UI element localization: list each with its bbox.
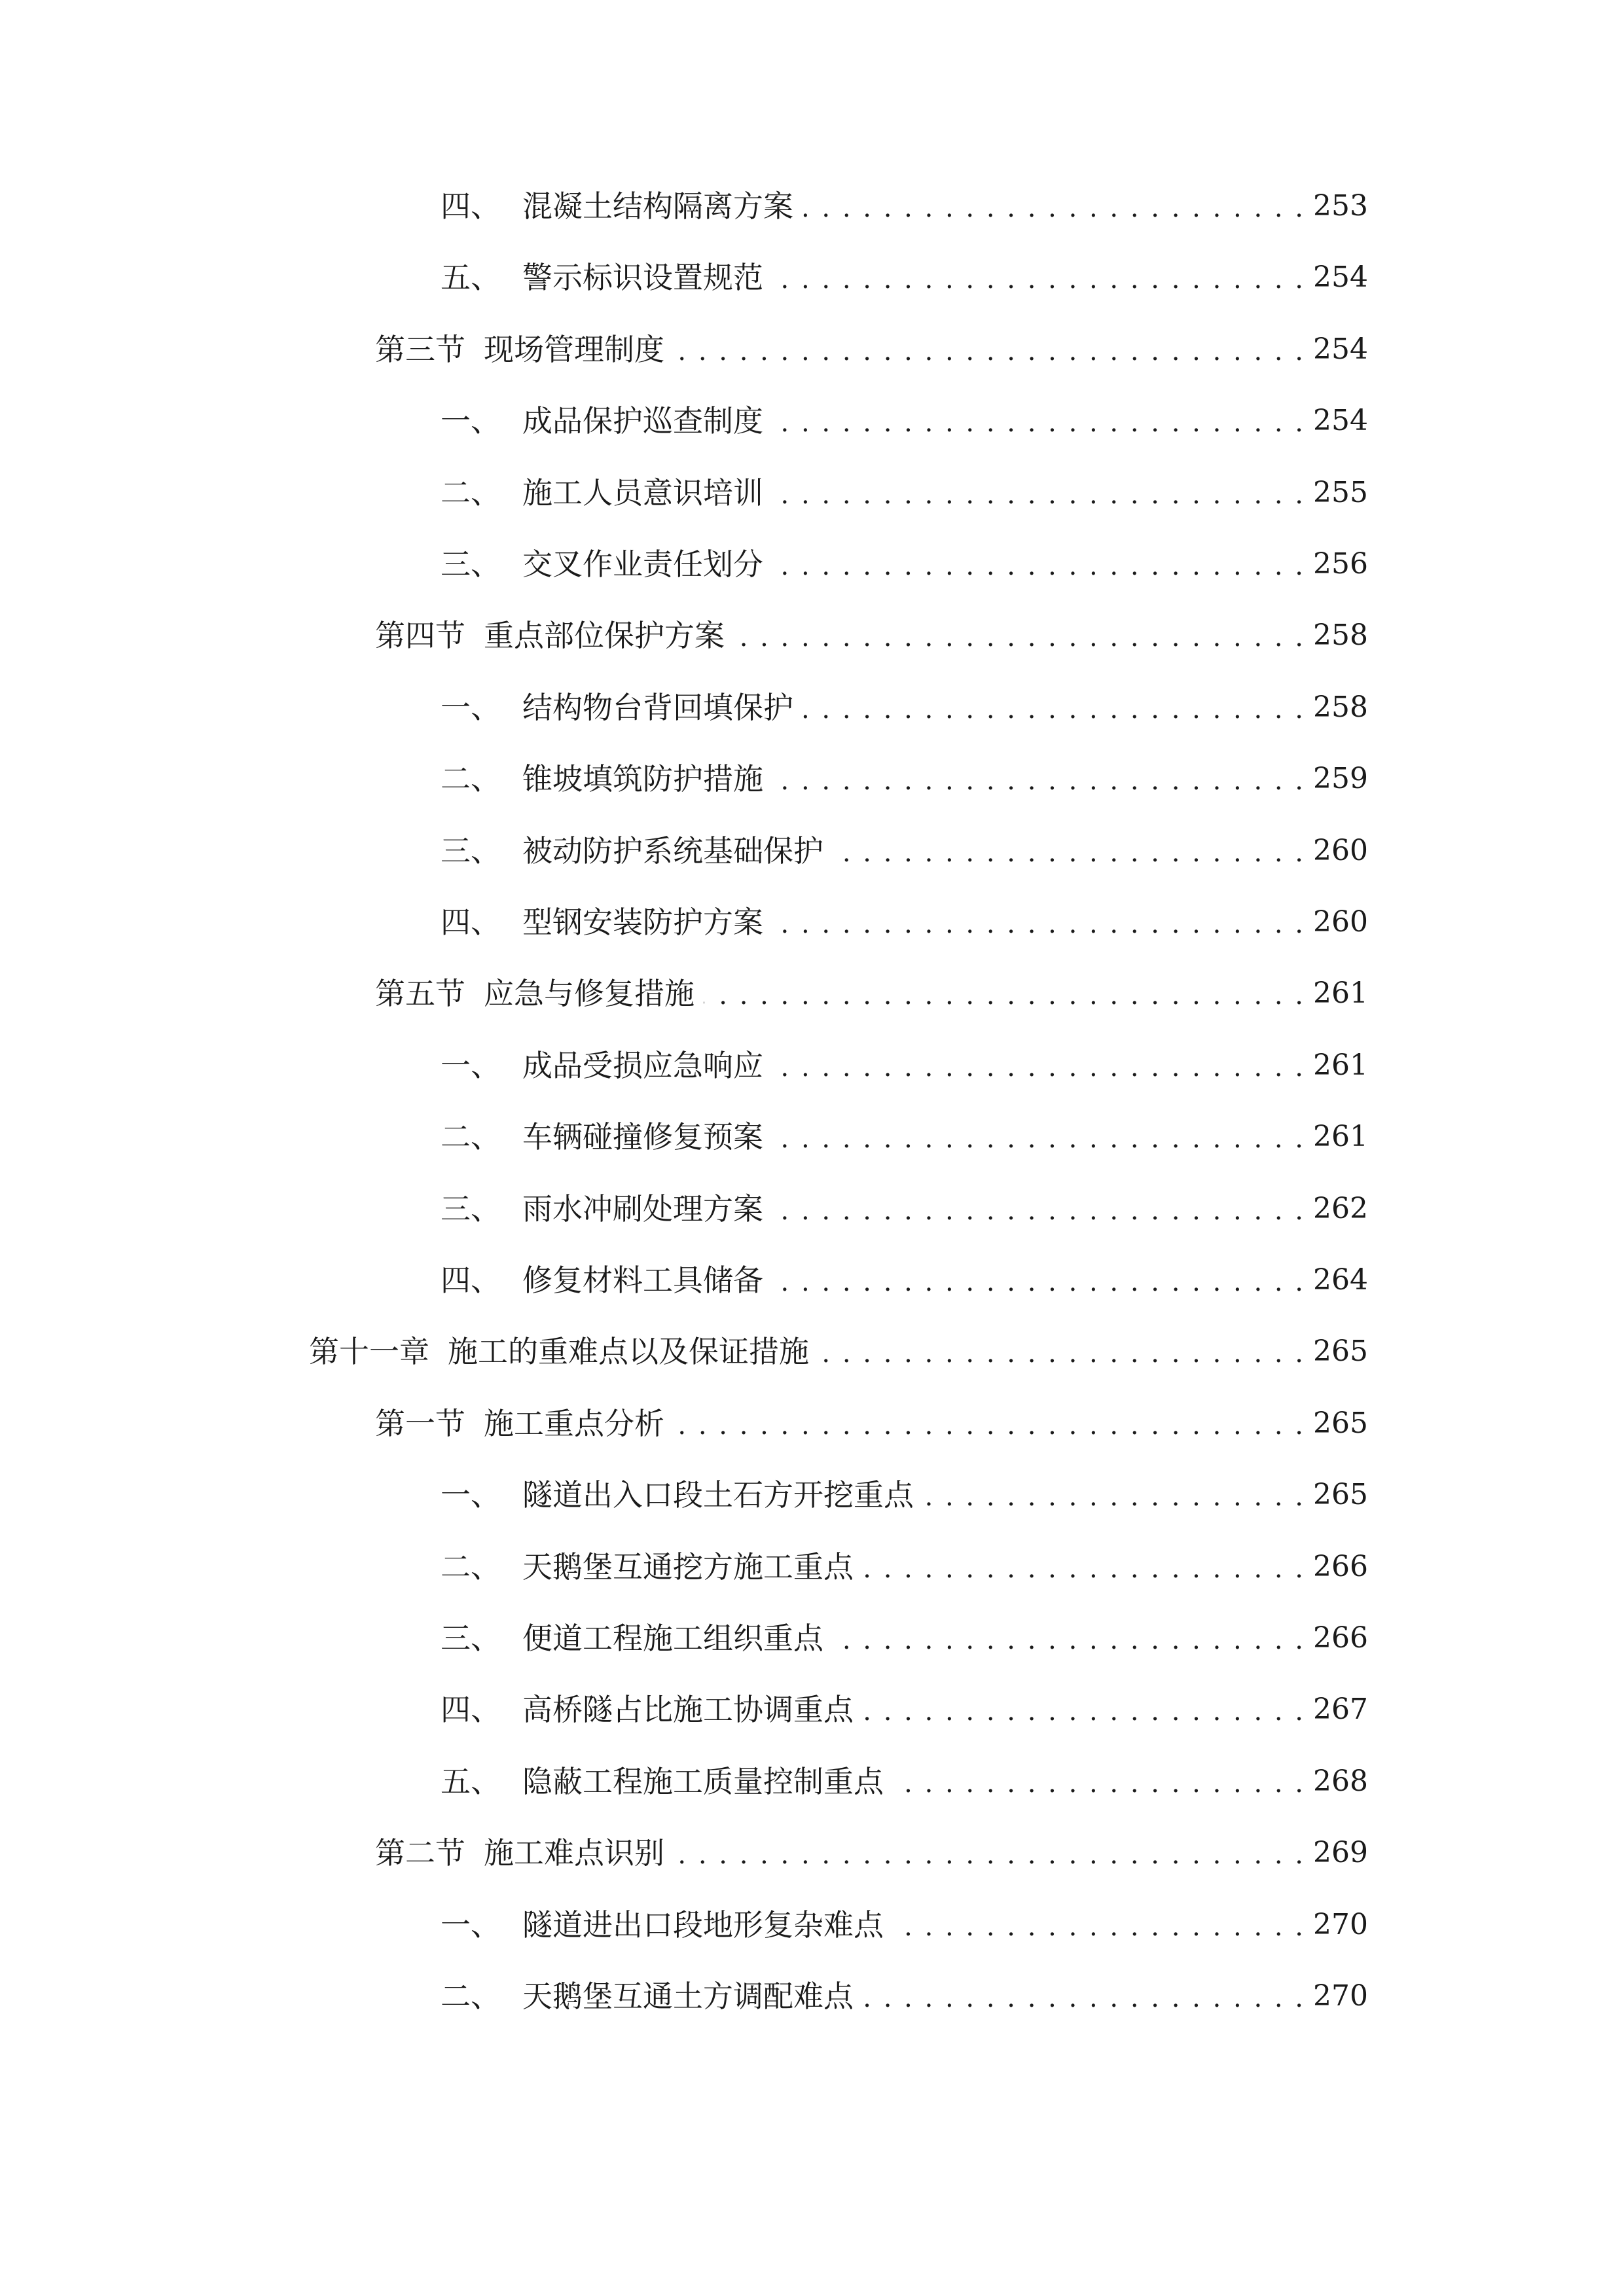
- toc-entry-title: 车辆碰撞修复预案: [522, 1119, 763, 1155]
- dot-leader: [674, 1830, 1305, 1876]
- dot-leader: [772, 756, 1305, 802]
- toc-entry-number: 第二节: [375, 1835, 465, 1871]
- toc-entry[interactable]: [441, 1759, 1368, 1804]
- toc-entry-page-number: 265: [1313, 1406, 1368, 1440]
- toc-entry-page-number: 269: [1313, 1836, 1368, 1870]
- toc-entry-number: 四、: [441, 905, 501, 940]
- toc-entry-title: 修复材料工具储备: [522, 1263, 763, 1298]
- toc-entry-number: 第十一章: [309, 1334, 429, 1370]
- toc-entry-title: 警示标识设置规范: [522, 260, 763, 296]
- toc-entry-page-number: 265: [1313, 1335, 1368, 1369]
- toc-entry-title: 隧道进出口段地形复杂难点: [522, 1907, 884, 1943]
- toc-entry-title: 施工人员意识培训: [522, 475, 763, 511]
- toc-entry-number: 三、: [441, 833, 501, 869]
- toc-entry[interactable]: [441, 1186, 1368, 1232]
- toc-entry-title: 隧道出入口段土石方开挖重点: [522, 1477, 914, 1513]
- toc-entry[interactable]: [441, 1687, 1368, 1732]
- toc-entry-page-number: 266: [1313, 1621, 1368, 1655]
- toc-entry-page-number: 270: [1313, 1979, 1368, 2013]
- dot-leader: [772, 470, 1305, 516]
- toc-entry-title: 现场管理制度: [484, 331, 664, 367]
- toc-entry-page-number: 258: [1313, 690, 1368, 724]
- dot-leader: [674, 327, 1305, 372]
- toc-entry-page-number: 259: [1313, 762, 1368, 796]
- dot-leader: [734, 613, 1305, 658]
- toc-entry-page-number: 265: [1313, 1478, 1368, 1512]
- dot-leader: [863, 1544, 1305, 1590]
- toc-entry-number: 一、: [441, 689, 501, 725]
- toc-entry-number: 三、: [441, 1621, 501, 1656]
- toc-entry-number: 二、: [441, 761, 501, 797]
- toc-entry[interactable]: [441, 1615, 1368, 1661]
- toc-entry-title: 施工重点分析: [484, 1405, 664, 1441]
- toc-entry-page-number: 254: [1313, 332, 1368, 366]
- toc-entry-number: 五、: [441, 1763, 501, 1799]
- toc-entry[interactable]: [441, 470, 1368, 516]
- toc-entry-title: 施工难点识别: [484, 1835, 664, 1871]
- toc-entry-number: 第四节: [375, 618, 465, 654]
- toc-entry-title: 成品保护巡查制度: [522, 403, 763, 439]
- toc-entry-number: 三、: [441, 547, 501, 582]
- toc-entry-page-number: 266: [1313, 1549, 1368, 1583]
- toc-entry-title: 锥坡填筑防护措施: [522, 761, 763, 797]
- toc-entry[interactable]: [441, 1257, 1368, 1303]
- toc-entry[interactable]: [441, 183, 1368, 229]
- toc-entry[interactable]: [375, 613, 1368, 658]
- toc-entry[interactable]: [441, 756, 1368, 802]
- dot-leader: [772, 255, 1305, 300]
- toc-entry[interactable]: [375, 971, 1368, 1016]
- toc-entry-number: 第一节: [375, 1405, 465, 1441]
- toc-entry-page-number: 253: [1313, 189, 1368, 223]
- toc-entry-page-number: 264: [1313, 1263, 1368, 1297]
- toc-entry-page-number: 254: [1313, 404, 1368, 438]
- toc-entry-page-number: 261: [1313, 977, 1368, 1011]
- toc-entry-title: 高桥隧占比施工协调重点: [522, 1692, 854, 1728]
- dot-leader: [704, 971, 1305, 1016]
- dot-leader: [863, 1687, 1305, 1732]
- dot-leader: [923, 1472, 1305, 1518]
- toc-entry-title: 施工的重难点以及保证措施: [448, 1334, 809, 1370]
- toc-entry-number: 二、: [441, 1979, 501, 2014]
- toc-entry-number: 四、: [441, 1263, 501, 1298]
- toc-entry-title: 被动防护系统基础保护: [522, 833, 823, 869]
- toc-entry[interactable]: [441, 1114, 1368, 1160]
- toc-entry-title: 便道工程施工组织重点: [522, 1621, 823, 1656]
- toc-entry-number: 第三节: [375, 331, 465, 367]
- toc-entry-number: 一、: [441, 1477, 501, 1513]
- toc-entry[interactable]: [441, 1973, 1368, 2019]
- toc-entry-page-number: 255: [1313, 475, 1368, 509]
- toc-entry[interactable]: [441, 1043, 1368, 1088]
- dot-leader: [818, 1329, 1305, 1374]
- toc-entry[interactable]: [309, 1329, 1368, 1374]
- dot-leader: [893, 1902, 1305, 1948]
- dot-leader: [803, 685, 1305, 730]
- toc-entry-page-number: 268: [1313, 1764, 1368, 1798]
- toc-entry-number: 四、: [441, 1692, 501, 1728]
- toc-entry-page-number: 258: [1313, 619, 1368, 653]
- toc-entry[interactable]: [441, 1472, 1368, 1518]
- dot-leader: [772, 541, 1305, 587]
- toc-entry[interactable]: [441, 541, 1368, 587]
- toc-entry[interactable]: [441, 899, 1368, 945]
- toc-entry-title: 结构物台背回填保护: [522, 689, 793, 725]
- toc-entry-number: 二、: [441, 1549, 501, 1585]
- toc-entry[interactable]: [441, 1544, 1368, 1590]
- toc-entry-page-number: 261: [1313, 1048, 1368, 1082]
- toc-entry-title: 天鹅堡互通挖方施工重点: [522, 1549, 854, 1585]
- dot-leader: [772, 899, 1305, 945]
- toc-entry[interactable]: [375, 327, 1368, 372]
- toc-entry-number: 一、: [441, 1047, 501, 1083]
- toc-entry-title: 混凝土结构隔离方案: [522, 188, 793, 224]
- toc-entry-title: 天鹅堡互通土方调配难点: [522, 1979, 854, 2014]
- toc-entry-title: 成品受损应急响应: [522, 1047, 763, 1083]
- dot-leader: [674, 1401, 1305, 1446]
- toc-entry[interactable]: [441, 828, 1368, 874]
- dot-leader: [833, 828, 1305, 874]
- toc-entry-title: 隐蔽工程施工质量控制重点: [522, 1763, 884, 1799]
- dot-leader: [772, 398, 1305, 444]
- toc-entry-number: 一、: [441, 403, 501, 439]
- toc-entry-page-number: 262: [1313, 1191, 1368, 1225]
- toc-entry[interactable]: [441, 1902, 1368, 1948]
- dot-leader: [772, 1043, 1305, 1088]
- toc-entry[interactable]: [375, 1830, 1368, 1876]
- dot-leader: [803, 183, 1305, 229]
- toc-entry-title: 雨水冲刷处理方案: [522, 1191, 763, 1227]
- toc-entry-number: 四、: [441, 188, 501, 224]
- toc-entry-page-number: 260: [1313, 833, 1368, 867]
- toc-entry-number: 二、: [441, 475, 501, 511]
- dot-leader: [772, 1186, 1305, 1232]
- toc-entry[interactable]: [375, 1401, 1368, 1446]
- toc-entry-number: 第五节: [375, 976, 465, 1012]
- toc-entry-page-number: 261: [1313, 1120, 1368, 1154]
- dot-leader: [772, 1114, 1305, 1160]
- toc-entry-page-number: 260: [1313, 905, 1368, 939]
- dot-leader: [833, 1615, 1305, 1661]
- dot-leader: [772, 1257, 1305, 1303]
- toc-entry[interactable]: [441, 685, 1368, 730]
- toc-entry-number: 一、: [441, 1907, 501, 1943]
- toc-entry[interactable]: [441, 255, 1368, 300]
- toc-entry-page-number: 254: [1313, 260, 1368, 295]
- toc-entry-title: 应急与修复措施: [484, 976, 695, 1012]
- toc-entry-title: 重点部位保护方案: [484, 618, 725, 654]
- toc-entry-number: 三、: [441, 1191, 501, 1227]
- toc-entry-number: 五、: [441, 260, 501, 296]
- toc-entry-page-number: 267: [1313, 1693, 1368, 1727]
- toc-entry-title: 型钢安装防护方案: [522, 905, 763, 940]
- toc-entry-page-number: 270: [1313, 1907, 1368, 1941]
- dot-leader: [863, 1973, 1305, 2019]
- toc-entry-title: 交叉作业责任划分: [522, 547, 763, 582]
- toc-entry[interactable]: [441, 398, 1368, 444]
- toc-entry-page-number: 256: [1313, 547, 1368, 581]
- toc-entry-number: 二、: [441, 1119, 501, 1155]
- dot-leader: [893, 1759, 1305, 1804]
